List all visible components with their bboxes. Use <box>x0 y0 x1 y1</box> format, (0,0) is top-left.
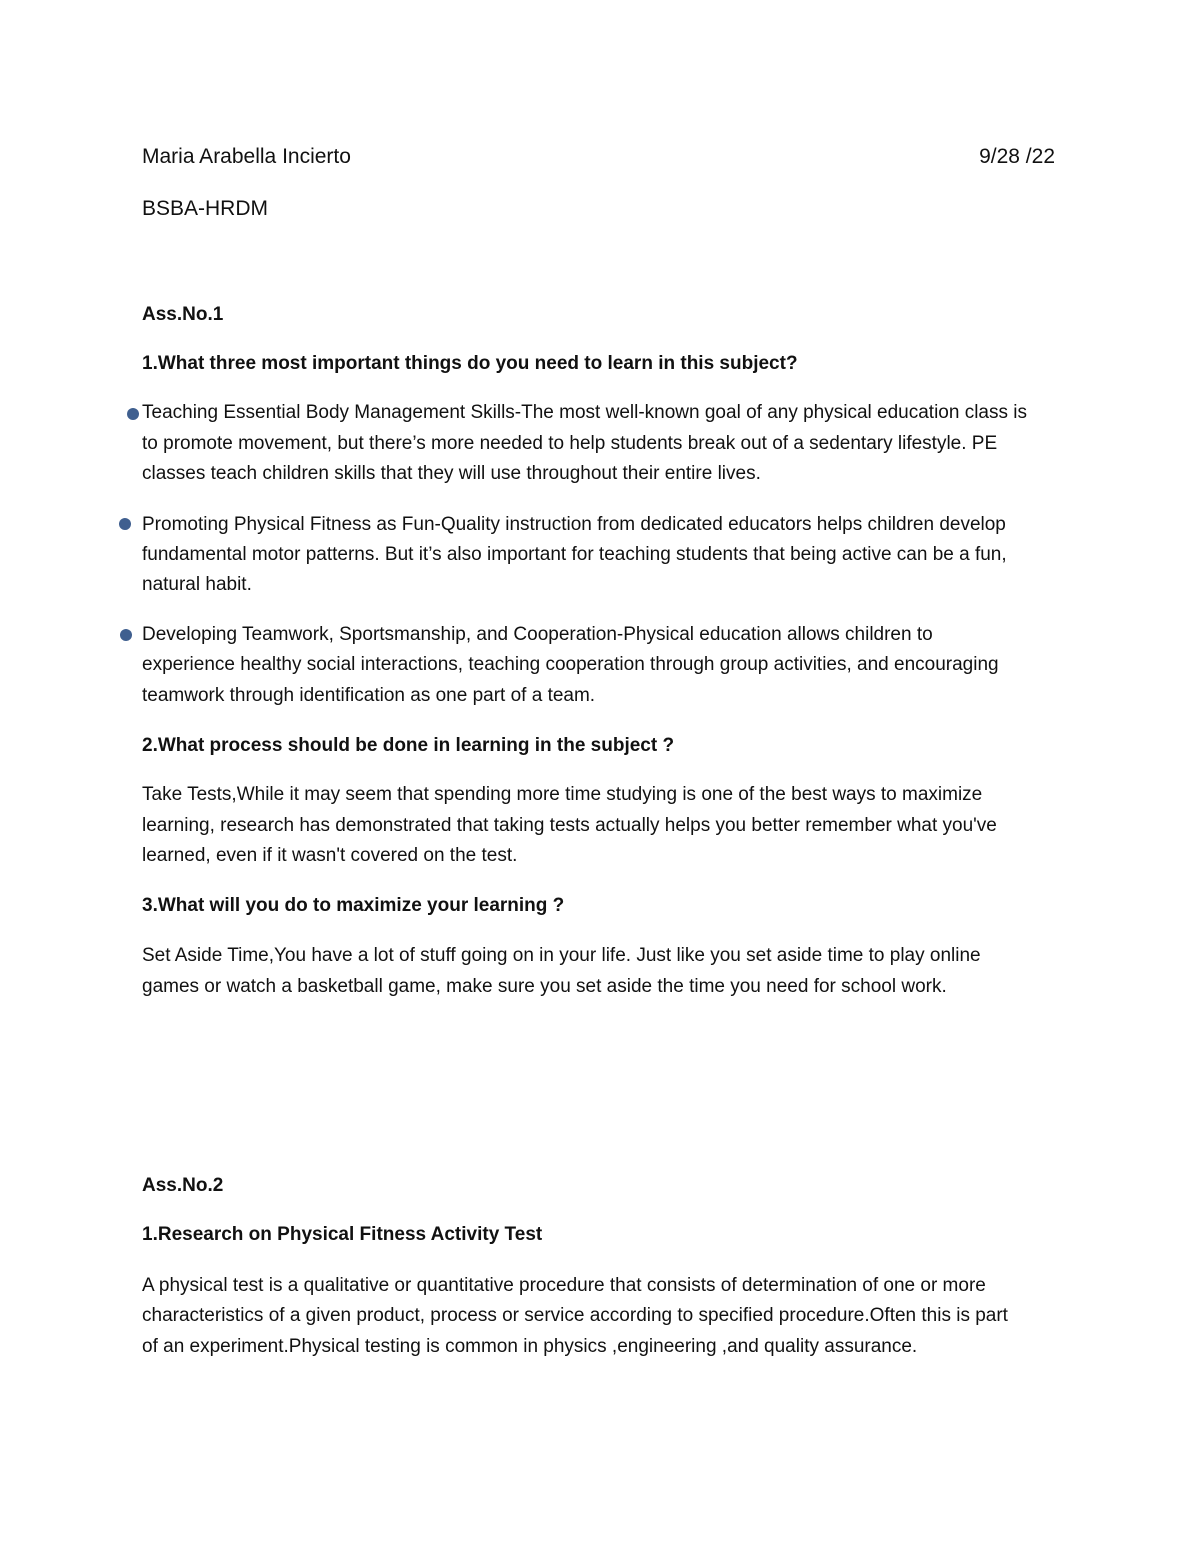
bullet-3-line-3: teamwork through identification as one part of a team. <box>142 685 596 706</box>
bullet-2-line-3: natural habit. <box>142 574 252 595</box>
assignment-2-question-1: 1.Research on Physical Fitness Activity Test <box>142 1224 543 1245</box>
assignment-1-question-3: 3.What will you do to maximize your learning ? <box>142 895 565 916</box>
bullet-1-line-2: to promote movement, but there’s more needed to help students break out of a sedentary lifestyle. PE <box>142 433 998 454</box>
assignment-2-answer-line-3: of an experiment.Physical testing is common in physics ,engineering ,and quality assurance. <box>142 1336 918 1357</box>
assignment-2-title: Ass.No.2 <box>142 1175 224 1196</box>
answer-2-line-1: Take Tests,While it may seem that spending more time studying is one of the best ways to maximize <box>142 784 983 805</box>
assignment-1-question-2: 2.What process should be done in learning in the subject ? <box>142 735 675 756</box>
bullet-1-line-3: classes teach children skills that they will use throughout their entire lives. <box>142 463 761 484</box>
document-date: 9/28 /22 <box>979 145 1055 168</box>
bullet-1-line-1: Teaching Essential Body Management Skills-The most well-known goal of any physical education class is <box>142 402 1027 423</box>
answer-2-line-3: learned, even if it wasn't covered on the test. <box>142 845 518 866</box>
bullet-2-line-1: Promoting Physical Fitness as Fun-Quality instruction from dedicated educators helps children develop <box>142 514 1006 535</box>
bullet-icon <box>120 629 132 641</box>
bullet-icon <box>119 518 131 530</box>
answer-2-line-2: learning, research has demonstrated that taking tests actually helps you better remember what you've <box>142 815 997 836</box>
answer-3-line-1: Set Aside Time,You have a lot of stuff going on in your life. Just like you set aside time to play online <box>142 945 981 966</box>
bullet-3-line-2: experience healthy social interactions, teaching cooperation through group activities, and encouraging <box>142 654 999 675</box>
student-name: Maria Arabella Incierto <box>142 145 351 168</box>
answer-3-line-2: games or watch a basketball game, make sure you set aside the time you need for school work. <box>142 976 947 997</box>
assignment-2-answer-line-2: characteristics of a given product, process or service according to specified procedure.Often this is part <box>142 1305 1008 1326</box>
course-code: BSBA-HRDM <box>142 197 269 220</box>
bullet-2-line-2: fundamental motor patterns. But it’s also important for teaching students that being active can be a fun, <box>142 544 1007 565</box>
assignment-1-title: Ass.No.1 <box>142 304 224 325</box>
assignment-2-answer-line-1: A physical test is a qualitative or quantitative procedure that consists of determination of one or more <box>142 1275 986 1296</box>
assignment-1-question-1: 1.What three most important things do you need to learn in this subject? <box>142 353 798 374</box>
bullet-3-line-1: Developing Teamwork, Sportsmanship, and Cooperation-Physical education allows children to <box>142 624 933 645</box>
bullet-icon <box>127 408 139 420</box>
